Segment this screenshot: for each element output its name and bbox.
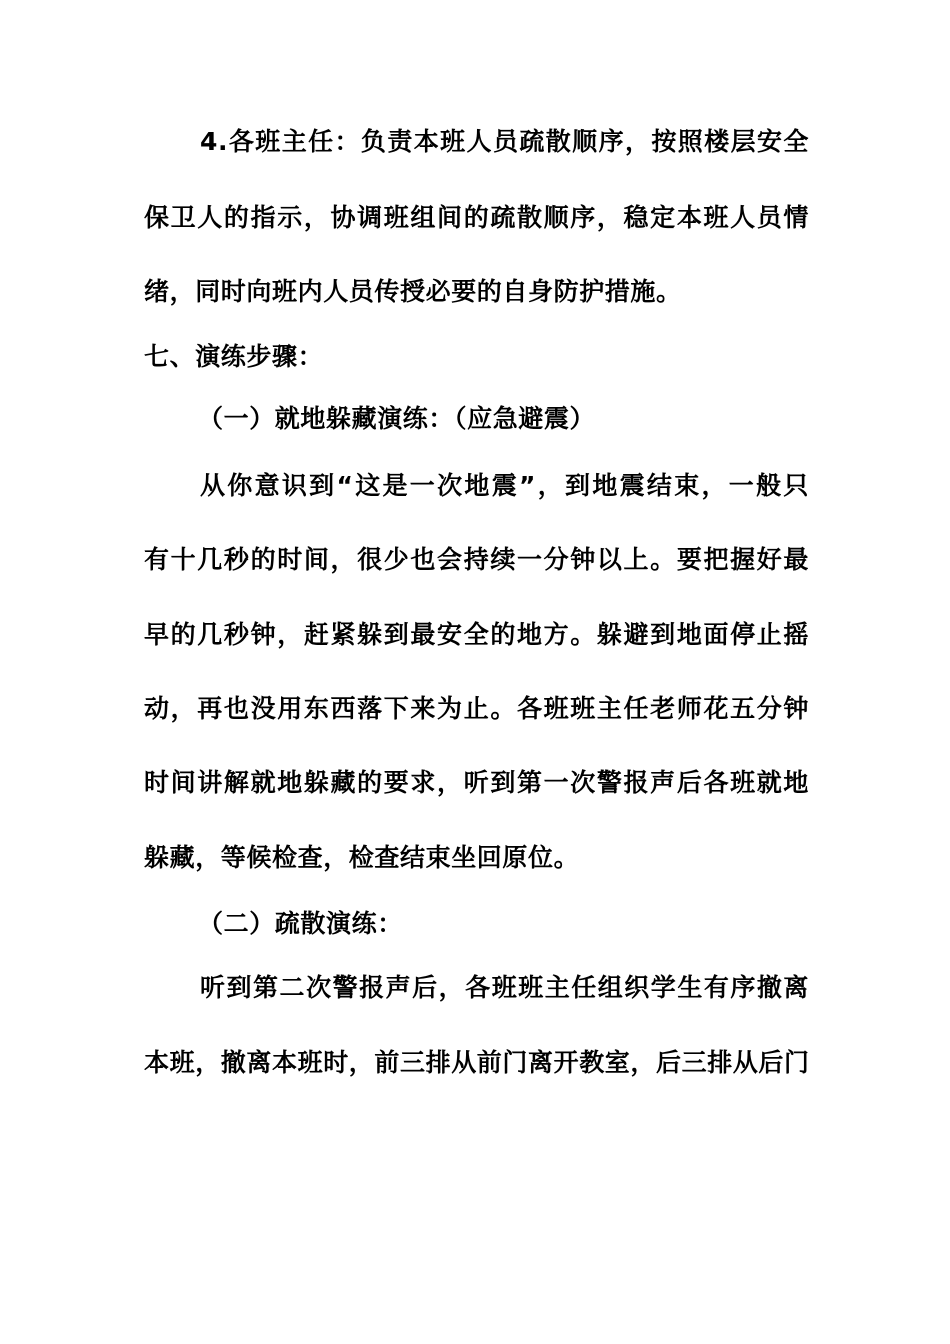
paragraph-line: 躲藏，等候检查，检查结束坐回原位。 — [144, 843, 580, 872]
paragraph-line: 听到第二次警报声后，各班班主任组织学生有序撤离 — [200, 973, 809, 1002]
paragraph-line: 有十几秒的时间，很少也会持续一分钟以上。要把握好最 — [144, 545, 809, 574]
subsection-heading: （一）就地躲藏演练：（应急避震） — [198, 404, 596, 433]
paragraph-line: 绪，同时向班内人员传授必要的自身防护措施。 — [144, 277, 682, 306]
section-heading: 七、演练步骤： — [144, 342, 324, 371]
paragraph-line: 从你意识到“这是一次地震”，到地震结束，一般只 — [200, 471, 809, 500]
paragraph-line: 早的几秒钟，赶紧躲到最安全的地方。躲避到地面停止摇 — [144, 620, 809, 649]
paragraph-line: 动，再也没用东西落下来为止。各班班主任老师花五分钟 — [144, 694, 809, 723]
paragraph-line: 4.各班主任：负责本班人员疏散顺序，按照楼层安全 — [200, 127, 809, 156]
paragraph-line: 本班，撤离本班时，前三排从前门离开教室，后三排从后门 — [144, 1048, 810, 1077]
paragraph-line: 保卫人的指示，协调班组间的疏散顺序，稳定本班人员情 — [144, 203, 809, 232]
paragraph-line: 时间讲解就地躲藏的要求，听到第一次警报声后各班就地 — [144, 768, 809, 797]
subsection-heading: （二）疏散演练： — [198, 909, 403, 938]
